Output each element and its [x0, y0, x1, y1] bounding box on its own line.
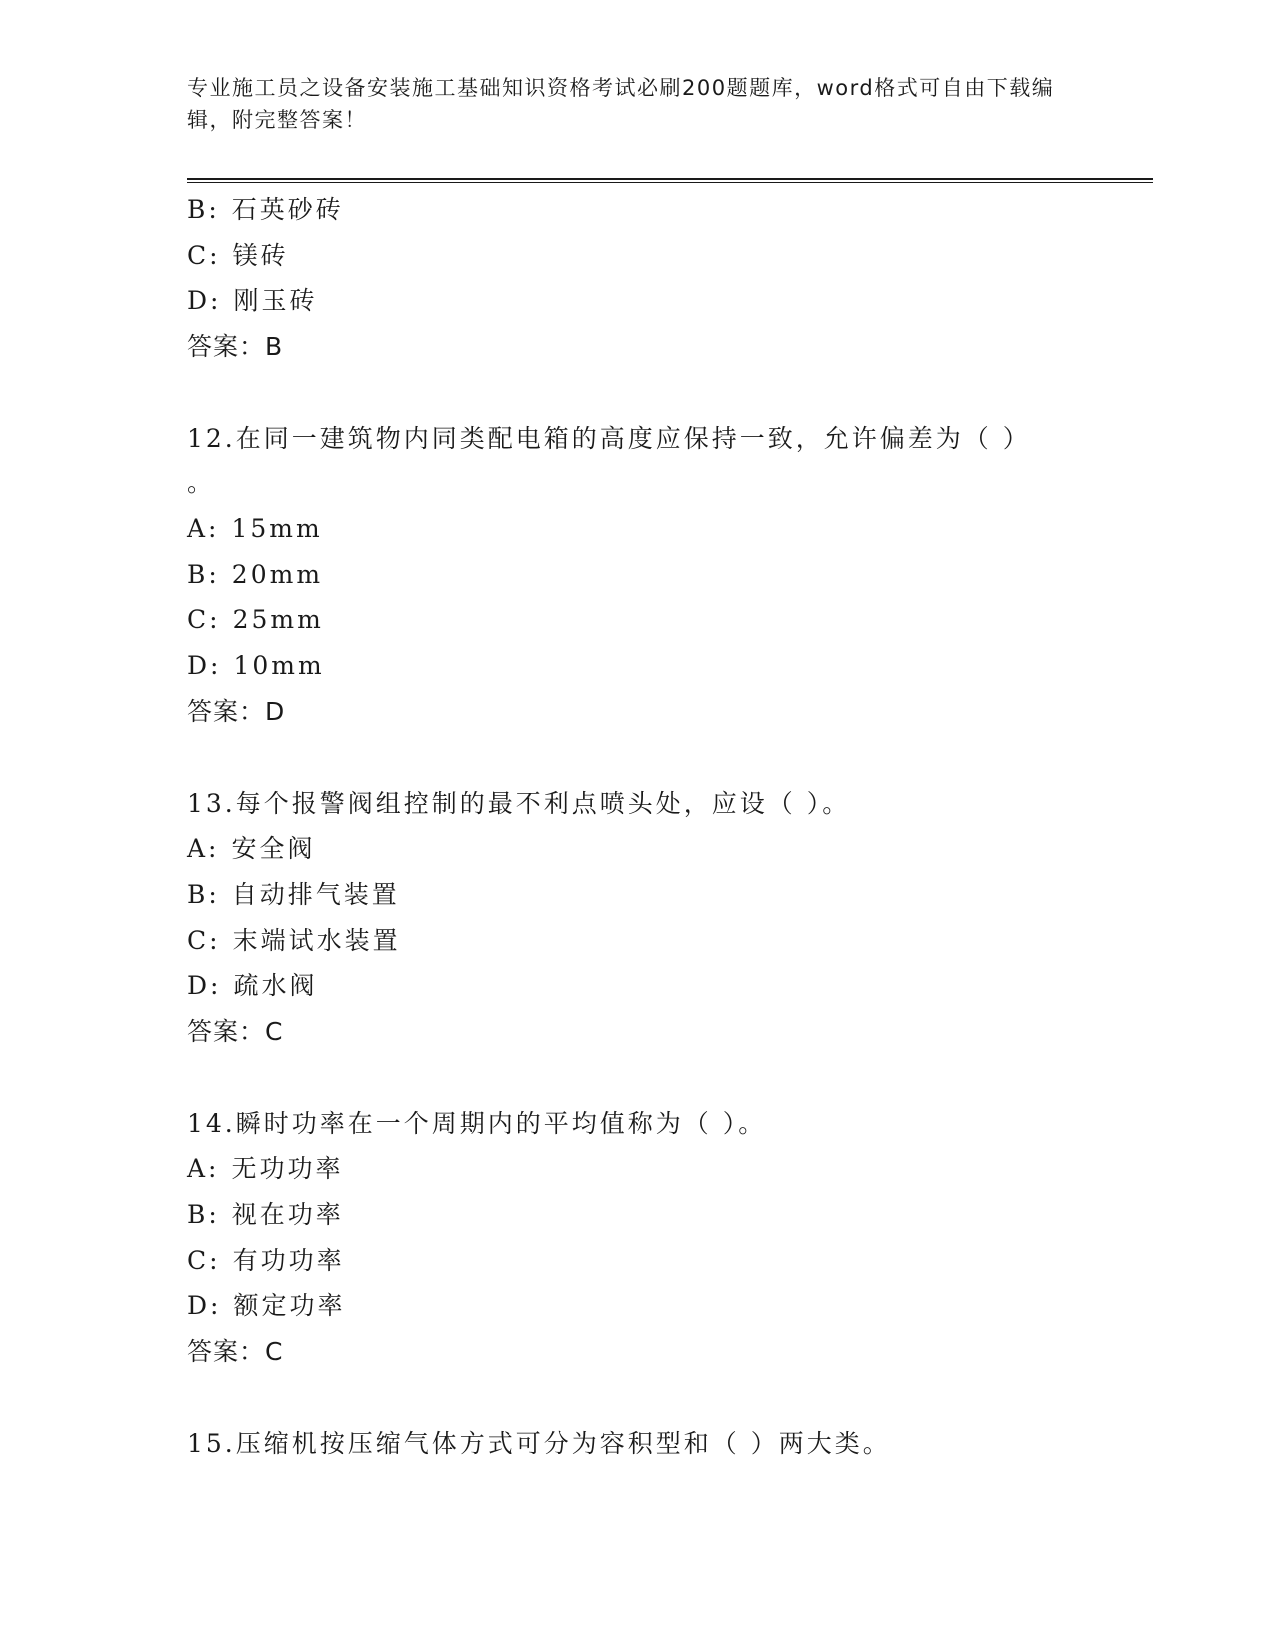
option-c: C: 末端试水装置	[187, 926, 401, 955]
option-c: C: 镁砖	[187, 241, 289, 270]
answer-line: 答案：B	[187, 332, 284, 361]
answer-line: 答案：D	[187, 697, 286, 726]
option-d: D: 额定功率	[187, 1291, 346, 1320]
option-b: B: 自动排气装置	[187, 880, 400, 909]
option-b: B: 20mm	[187, 560, 324, 589]
question-12-text: 12.在同一建筑物内同类配电箱的高度应保持一致，允许偏差为（ ）	[187, 424, 1031, 453]
header-rule-thin	[187, 182, 1153, 183]
option-a: A: 15mm	[187, 514, 323, 543]
document-header: 专业施工员之设备安装施工基础知识资格考试必刷200题题库，word格式可自由下载编辑，附完整答案！	[187, 76, 1055, 132]
option-b: B: 石英砂砖	[187, 195, 344, 224]
question-14-text: 14.瞬时功率在一个周期内的平均值称为（ ）。	[187, 1109, 767, 1138]
option-c: C: 有功功率	[187, 1246, 345, 1275]
answer-line: 答案：C	[187, 1337, 284, 1366]
option-d: D: 10mm	[187, 651, 325, 680]
question-13-text: 13.每个报警阀组控制的最不利点喷头处，应设（ ）。	[187, 789, 851, 818]
option-a: A: 安全阀	[187, 834, 316, 863]
option-d: D: 疏水阀	[187, 971, 318, 1000]
question-12-text-cont: 。	[187, 468, 216, 497]
option-b: B: 视在功率	[187, 1200, 344, 1229]
option-d: D: 刚玉砖	[187, 286, 318, 315]
option-c: C: 25mm	[187, 605, 324, 634]
question-15-text: 15.压缩机按压缩气体方式可分为容积型和（ ）两大类。	[187, 1429, 891, 1458]
header-rule-thick	[187, 178, 1153, 180]
option-a: A: 无功功率	[187, 1154, 344, 1183]
answer-line: 答案：C	[187, 1017, 284, 1046]
